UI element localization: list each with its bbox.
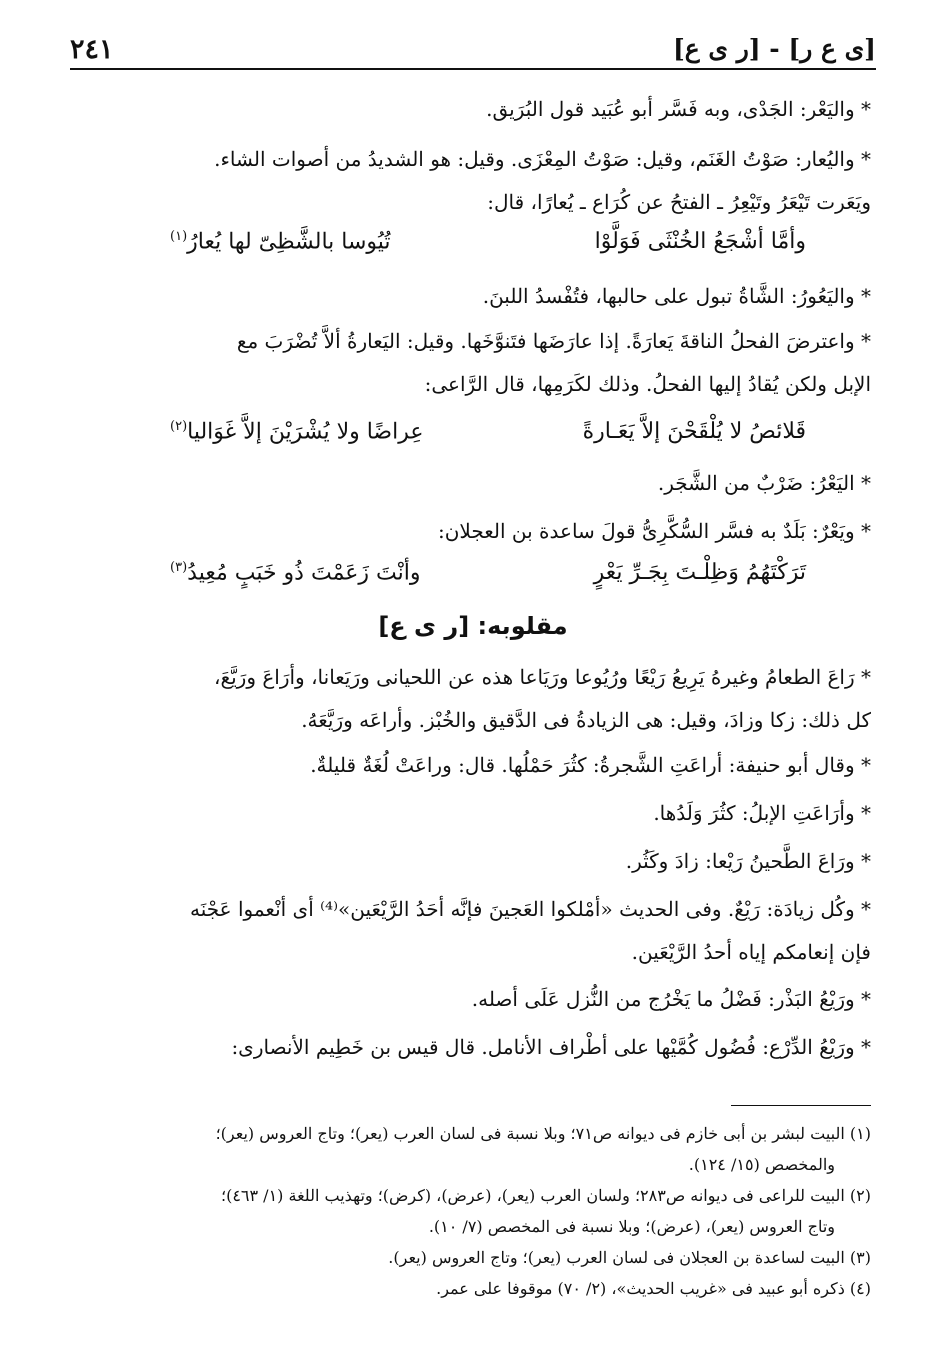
verse-line [170,556,806,598]
entry-paragraph: * وأرَاعَتِ الإبلُ: كثُرَ وَلَدُها. [653,801,871,825]
entry-paragraph: * وقال أبو حنيفة: أراعَتِ الشَّجرةُ: كثُرَ حَمْلُها. قال: وراعَتْ لُغَةٌ قليلةٌ. [310,753,871,777]
verse-hemistich: وأمَّا أشْجَعُ الخُنْثَى فَوَلَّوْا [594,229,806,254]
entry-paragraph: * رَاعَ الطعامُ وغيرهُ يَرِيعُ رَيْعًا ورُيُوعا ورَيَاعا هذه عن اللحيانى ورَيَعانا، وأرَاعَ ورَيَّعَ، كل ذلك: زكا وزادَ، وقيل: هى الزيادةُ فى الدَّقيق والخُبْز. وأراعَه ورَيَّعَهُ. [214,665,871,732]
entry-paragraph: * واليَعْر: الجَدْى، وبه فَسَّر أبو عُبَيد قول البُرَيق. [486,97,871,121]
verse-hemistich: تُيُوسا بالشَّظِىّ لها يُعارُ$^{(١)}$ [170,229,391,255]
footnote-ref: (١) [170,229,188,244]
entry-paragraph: * ويَعْرٌ: بَلَدٌ به فسَّر السُّكَّرِىُّ قولَ ساعدة بن العجلان: [437,519,871,543]
footnote: (٤) ذكره أبو عبيد فى «غريب الحديث»، (٢/ ٧٠) موقوفا على عمر. [436,1279,871,1298]
footnote-ref: (٣) [170,560,188,575]
footnote: (١) البيت لبشر بن أبى خازم فى ديوانه ص٧١؛ وبلا نسبة فى لسان العرب (يعر)؛ وتاج العروس (يعر)؛ والمخصص (١٥/ ١٢٤). [215,1124,871,1174]
header-rule [70,68,876,70]
page-header [70,30,876,70]
entry-paragraph: * ورَيْعُ الدِّرْع: فُضُول كُمَّيْها على أطْراف الأنامل. قال قيس بن خَطِيم الأنصارى: [231,1035,871,1059]
page-number: ٢٤١ [70,34,114,65]
verse-line [170,225,806,267]
section-title: مقلوبه: [ر ى ع] [378,612,568,640]
verse-hemistich: قَلائصُ لا يُلْقَحْنَ إلاَّ يَعَـارةً [582,419,806,444]
verse-hemistich: تَرَكْتَهُمُ وَظِلْـتَ بِجَـرِّ يَعْرٍ [593,560,806,585]
section-range: [ى ع ر] - [ر ى ع] [672,34,876,63]
entry-paragraph: * اليَعْرُ: ضَرْبٌ من الشَّجَر. [657,471,871,495]
verse-line [170,415,806,457]
entry-paragraph: * واليَعُورُ: الشَّاةُ تبول على حالبها، فتُفْسدُ اللبنَ. [482,284,871,308]
entry-paragraph: * ورَاعَ الطَّحينُ رَيْعا: زادَ وكَثُر. [625,849,871,873]
entry-paragraph: * واعترضَ الفحلُ الناقةَ يَعارَةً. إذا عارَضَها فتَنوَّخَها. وقيل: اليَعارةُ ألاَّ تُضْرَبَ مع الإبل ولكن يُقادُ إليها الفحلُ. وذلك لكَرَمِها، قال الرَّاعى: [236,329,871,396]
entry-paragraph: * وكُل زيادَة: رَيْعٌ. وفى الحديث «أمْلكوا العَجينَ فإنَّه أحَدُ الرَّيْعَين»⁽⁴⁾ أى أنْعموا عَجْنَه فإن إنعامكم إياه أحدُ الرَّيْعَين. [190,897,871,964]
footnote-rule [731,1105,871,1106]
verse-hemistich: وأنْتَ زَعَمْتَ ذُو خَبَبٍ مُعِيدُ$^{(٣)}$ [170,560,421,586]
entry-paragraph: * واليُعار: صَوْتُ الغَنَم، وقيل: صَوْتُ المِعْزَى. وقيل: هو الشديدُ من أصوات الشاء. ويَعَرت تَيْعَرُ وتَيْعِرُ ـ الفتحُ عن كُرَاع ـ يُعارًا، قال: [214,147,871,214]
footnote: (٣) البيت لساعدة بن العجلان فى لسان العرب (يعر)؛ وتاج العروس (يعر). [388,1248,871,1267]
footnote: (٢) البيت للراعى فى ديوانه ص٢٨٣؛ ولسان العرب (يعر)، (عرض)، (كرض)؛ وتهذيب اللغة (١/ ٤٦٣)؛ وتاج العروس (يعر)، (عرض)؛ وبلا نسبة فى المخصص (٧/ ١٠). [220,1186,871,1236]
footnote-ref: (٢) [170,419,188,434]
entry-paragraph: * ورَيْعُ البَذْر: فَضْلُ ما يَخْرُج من النُّزل عَلَى أصله. [471,987,871,1011]
footnotes [75,1118,871,1304]
verse-hemistich: عِراضًا ولا يُشْرَيْنَ إلاَّ غَوَاليا$^{(٢)}$ [170,419,424,445]
